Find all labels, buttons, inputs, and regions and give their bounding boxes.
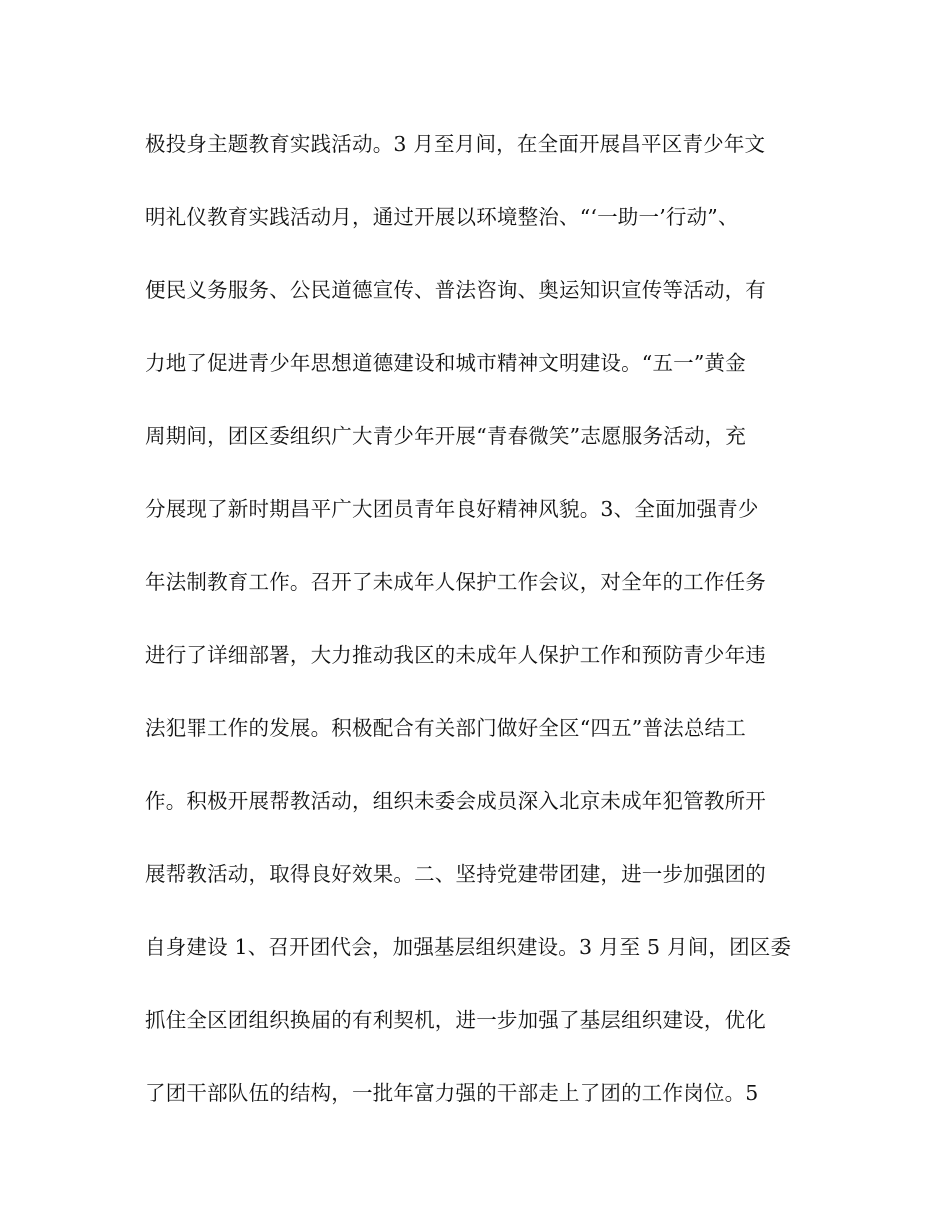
text-line-10: 作。积极开展帮教活动，组织未委会成员深入北京未成年犯管教所开 xyxy=(145,789,766,813)
text-line-7: 年法制教育工作。召开了未成年人保护工作会议，对全年的工作任务 xyxy=(145,570,766,594)
text-line-1: 极投身主题教育实践活动。3 月至月间，在全面开展昌平区青少年文 xyxy=(145,132,766,156)
text-line-11: 展帮教活动，取得良好效果。二、坚持党建带团建，进一步加强团的 xyxy=(145,862,766,886)
text-line-2: 明礼仪教育实践活动月，通过开展以环境整治、“‘一助一’行动”、 xyxy=(145,205,739,229)
text-line-9: 法犯罪工作的发展。积极配合有关部门做好全区“四五”普法总结工 xyxy=(145,716,746,740)
body-text xyxy=(145,124,845,1146)
text-line-6: 分展现了新时期昌平广大团员青年良好精神风貌。3、全面加强青少 xyxy=(145,497,759,521)
text-line-13: 抓住全区团组织换届的有利契机，进一步加强了基层组织建设，优化 xyxy=(145,1008,766,1032)
text-line-4: 力地了促进青少年思想道德建设和城市精神文明建设。“五一”黄金 xyxy=(145,351,746,375)
text-line-12: 自身建设 1、召开团代会，加强基层组织建设。3 月至 5 月间，团区委 xyxy=(145,935,792,959)
text-line-8: 进行了详细部署，大力推动我区的未成年人保护工作和预防青少年违 xyxy=(145,643,766,667)
text-line-3: 便民义务服务、公民道德宣传、普法咨询、奥运知识宣传等活动，有 xyxy=(145,278,766,302)
text-line-5: 周期间，团区委组织广大青少年开展“青春微笑”志愿服务活动，充 xyxy=(145,424,746,448)
text-line-14: 了团干部队伍的结构，一批年富力强的干部走上了团的工作岗位。5 xyxy=(145,1081,759,1105)
